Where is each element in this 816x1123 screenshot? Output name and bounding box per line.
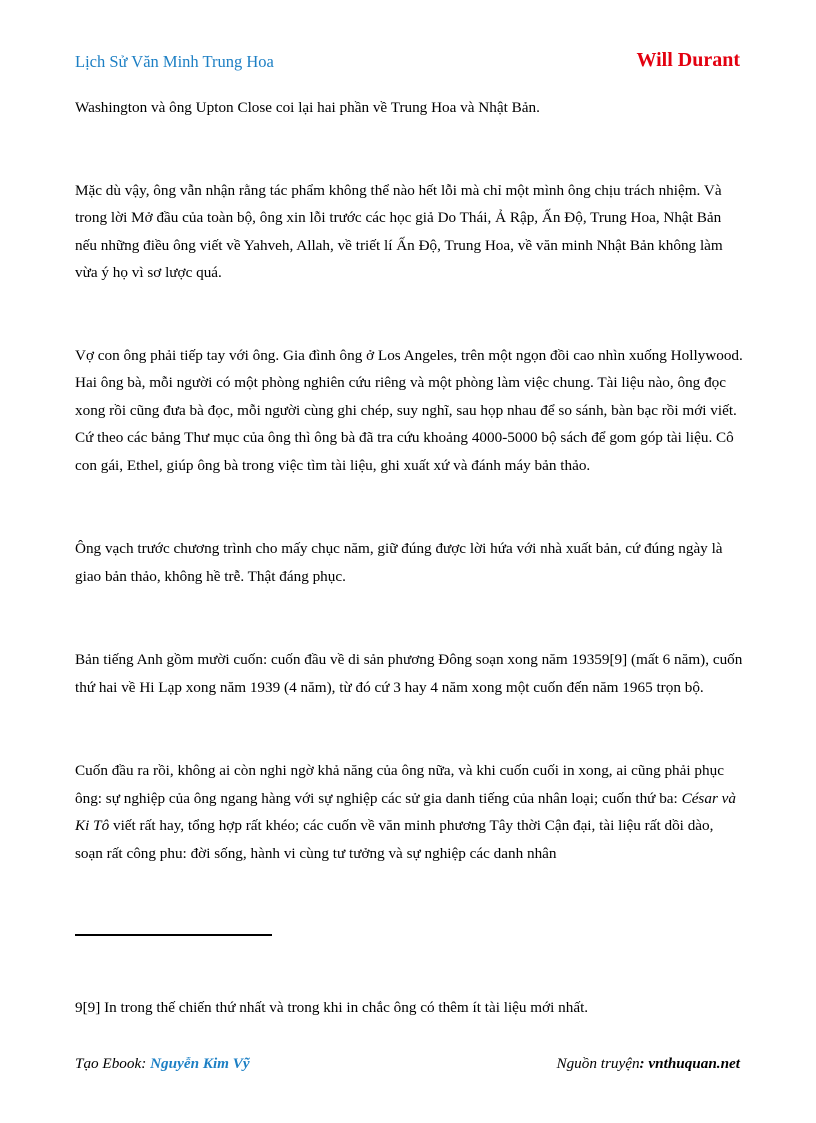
paragraph-4: Ông vạch trước chương trình cho mấy chục năm, giữ đúng được lời hứa với nhà xuất bản, cứ đúng ngày là giao bản thảo, không hề trễ. Thật đáng phục.	[75, 540, 723, 585]
paragraph-1: Washington và ông Upton Close coi lại hai phần về Trung Hoa và Nhật Bản.	[75, 99, 540, 116]
page-body	[75, 94, 745, 867]
paragraph-2: Mặc dù vậy, ông vẫn nhận rằng tác phẩm không thể nào hết lỗi mà chỉ một mình ông chịu trách nhiệm. Và trong lời Mở đầu của toàn bộ, ông xin lỗi trước các học giả Do Thái, Ả Rập, Ấn Độ, Trung Hoa, Nhật Bản nếu những điều ông viết về Yahveh, Allah, về triết lí Ấn Độ, Trung Hoa, về văn minh Nhật Bản không làm vừa ý họ vì sơ lược quá.	[75, 181, 723, 281]
footer-ebook-credit	[75, 1055, 250, 1073]
footer-source-site: vnthuquan.net	[648, 1055, 740, 1072]
header-author: Will Durant	[636, 49, 740, 71]
footnote-separator	[75, 934, 272, 936]
paragraph-3: Vợ con ông phải tiếp tay với ông. Gia đình ông ở Los Angeles, trên một ngọn đồi cao nhìn xuống Hollywood. Hai ông bà, mỗi người có một phòng nghiên cứu riêng và một phòng làm việc chung. Tài liệu nào, ông đọc xong rồi cũng đưa bà đọc, mỗi người cùng ghi chép, suy nghĩ, sau họp nhau để so sánh, bàn bạc rồi mới viết. Cứ theo các bảng Thư mục của ông thì ông bà đã tra cứu khoảng 4000-5000 bộ sách để gom góp tài liệu. Cô con gái, Ethel, giúp ông bà trong việc tìm tài liệu, ghi xuất xứ và đánh máy bản thảo.	[75, 346, 743, 474]
footer-ebook-label: Tạo Ebook	[75, 1055, 142, 1072]
header-book-title: Lịch Sử Văn Minh Trung Hoa	[75, 52, 274, 71]
footer-source-sep: :	[639, 1055, 649, 1072]
paragraph-6-part-a: Cuốn đầu ra rồi, không ai còn nghi ngờ khả năng của ông nữa, và khi cuốn cuối in xong, ai cũng phải phục ông: sự nghiệp của ông ngang hàng với sự nghiệp các sử gia danh tiếng của nhân loại; cuốn thứ ba:	[75, 762, 724, 807]
footnote: 9[9] In trong thế chiến thứ nhất và trong khi in chắc ông có thêm ít tài liệu mới nhất.	[75, 999, 589, 1016]
paragraph-6-part-b: viết rất hay, tổng hợp rất khéo; các cuốn về văn minh phương Tây thời Cận đại, tài liệu rất dồi dào, soạn rất công phu: đời sống, hành vi cùng tư tưởng và sự nghiệp các danh nhân	[75, 817, 714, 862]
paragraph-5: Bản tiếng Anh gồm mười cuốn: cuốn đầu về di sản phương Đông soạn xong năm 19359[9] (mất 6 năm), cuốn thứ hai về Hi Lạp xong năm 1939 (4 năm), từ đó cứ 3 hay 4 năm xong một cuốn đến năm 1965 trọn bộ.	[75, 651, 743, 696]
paragraph-6-book-title: César và Ki Tô	[75, 789, 736, 834]
paragraph-6	[75, 757, 745, 867]
footer-source-credit	[556, 1055, 740, 1073]
footer-source-label: Nguồn truyện	[556, 1055, 640, 1072]
footer-ebook-sep: :	[141, 1055, 151, 1072]
footer-ebook-creator: Nguyễn Kim Vỹ	[150, 1055, 250, 1072]
